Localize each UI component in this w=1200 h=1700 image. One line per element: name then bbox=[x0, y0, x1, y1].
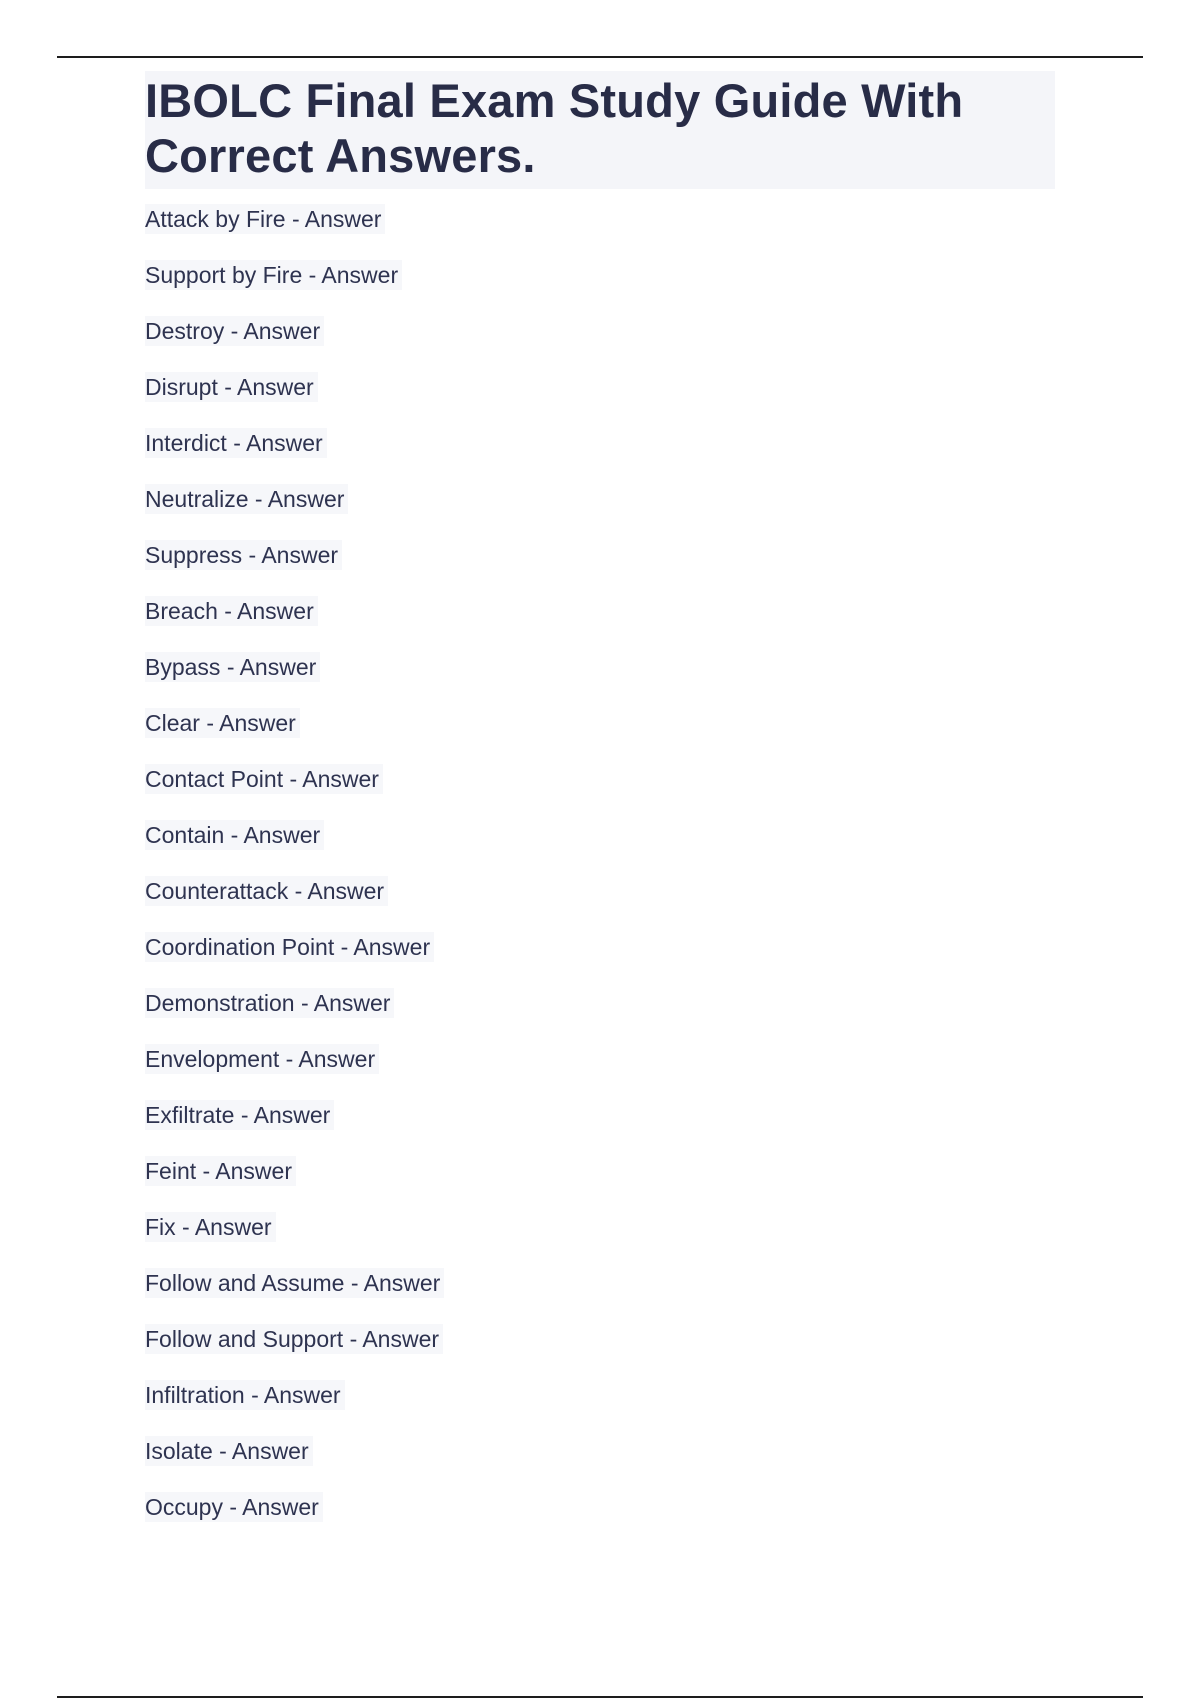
term-text: Follow and Assume - Answer bbox=[145, 1268, 444, 1298]
term-item bbox=[145, 260, 1055, 316]
term-text: Contact Point - Answer bbox=[145, 764, 383, 794]
term-item bbox=[145, 372, 1055, 428]
term-text: Counterattack - Answer bbox=[145, 876, 388, 906]
term-text: Attack by Fire - Answer bbox=[145, 204, 385, 234]
term-text: Support by Fire - Answer bbox=[145, 260, 402, 290]
footer-rule bbox=[57, 1696, 1143, 1698]
term-text: Fix - Answer bbox=[145, 1212, 276, 1242]
term-item bbox=[145, 1156, 1055, 1212]
term-text: Suppress - Answer bbox=[145, 540, 342, 570]
header-rule bbox=[57, 56, 1143, 58]
term-item bbox=[145, 204, 1055, 260]
term-item bbox=[145, 1212, 1055, 1268]
term-item bbox=[145, 428, 1055, 484]
term-text: Breach - Answer bbox=[145, 596, 318, 626]
term-item bbox=[145, 820, 1055, 876]
term-item bbox=[145, 764, 1055, 820]
term-text: Contain - Answer bbox=[145, 820, 324, 850]
term-item bbox=[145, 1044, 1055, 1100]
term-text: Occupy - Answer bbox=[145, 1492, 323, 1522]
term-item bbox=[145, 1324, 1055, 1380]
term-item bbox=[145, 988, 1055, 1044]
term-text: Bypass - Answer bbox=[145, 652, 320, 682]
term-text: Exfiltrate - Answer bbox=[145, 1100, 334, 1130]
term-item bbox=[145, 1436, 1055, 1492]
term-item bbox=[145, 1268, 1055, 1324]
term-item bbox=[145, 540, 1055, 596]
document-title: IBOLC Final Exam Study Guide With Correct Answers. bbox=[145, 74, 964, 182]
term-item bbox=[145, 596, 1055, 652]
term-item bbox=[145, 1380, 1055, 1436]
term-text: Envelopment - Answer bbox=[145, 1044, 379, 1074]
term-text: Destroy - Answer bbox=[145, 316, 324, 346]
term-text: Demonstration - Answer bbox=[145, 988, 394, 1018]
term-text: Clear - Answer bbox=[145, 708, 300, 738]
term-text: Interdict - Answer bbox=[145, 428, 327, 458]
term-text: Isolate - Answer bbox=[145, 1436, 313, 1466]
term-list bbox=[145, 204, 1055, 1548]
term-text: Coordination Point - Answer bbox=[145, 932, 434, 962]
document-body bbox=[145, 71, 1055, 1548]
term-text: Follow and Support - Answer bbox=[145, 1324, 443, 1354]
term-item bbox=[145, 876, 1055, 932]
term-text: Neutralize - Answer bbox=[145, 484, 348, 514]
term-item bbox=[145, 1100, 1055, 1156]
term-item bbox=[145, 708, 1055, 764]
term-text: Disrupt - Answer bbox=[145, 372, 318, 402]
term-text: Infiltration - Answer bbox=[145, 1380, 345, 1410]
term-item bbox=[145, 316, 1055, 372]
term-text: Feint - Answer bbox=[145, 1156, 296, 1186]
term-item bbox=[145, 1492, 1055, 1548]
term-item bbox=[145, 652, 1055, 708]
title-block bbox=[145, 71, 1055, 189]
term-item bbox=[145, 932, 1055, 988]
term-item bbox=[145, 484, 1055, 540]
